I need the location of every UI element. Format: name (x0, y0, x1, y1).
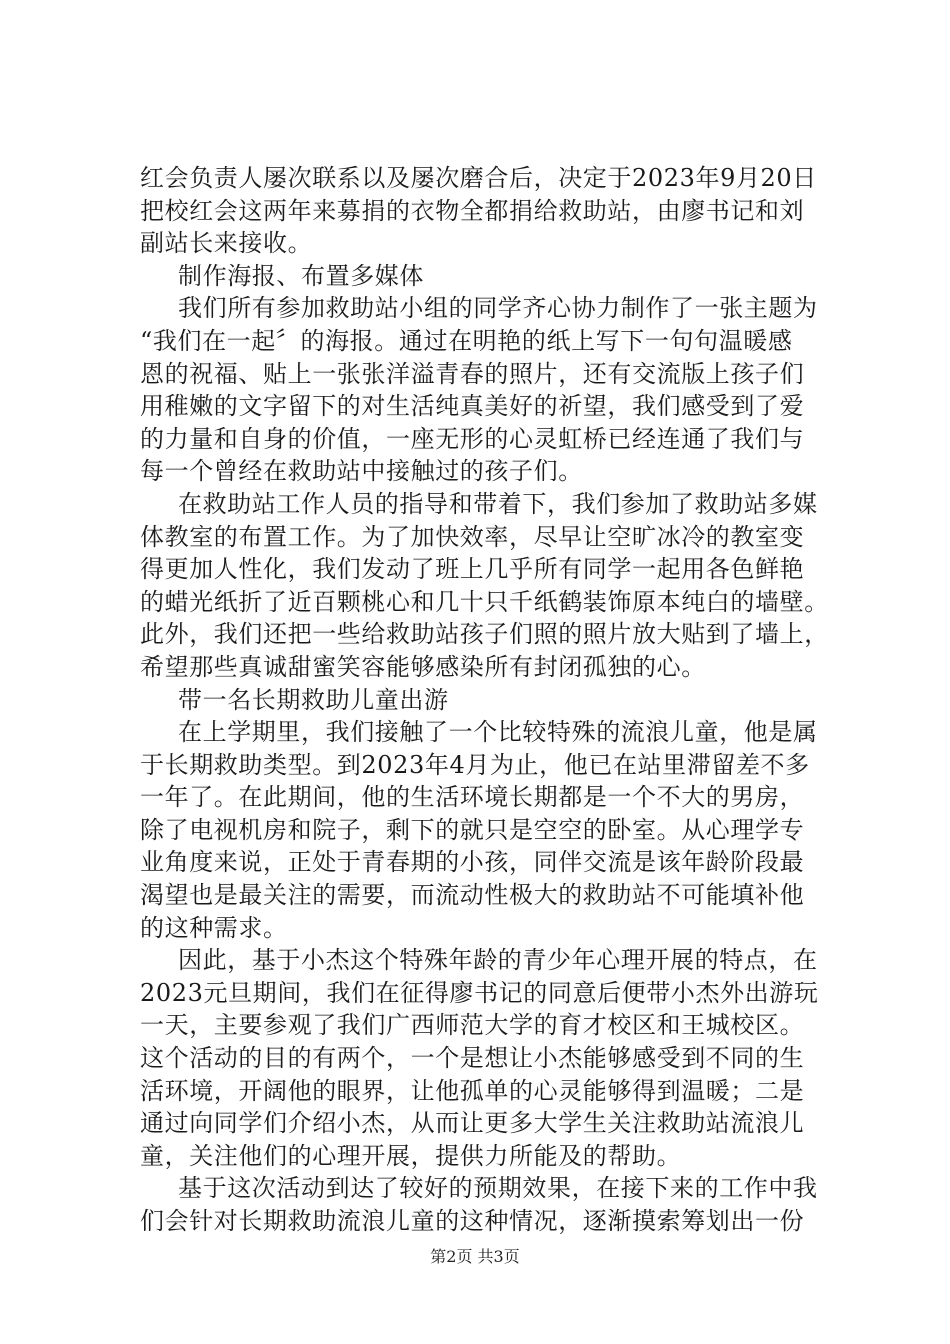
page-footer: 第2页 共3页 (430, 1247, 520, 1266)
text-line: 们会针对长期救助流浪儿童的这种情况，逐渐摸索筹划出一份 (140, 1207, 805, 1235)
text-line: 红会负责人屡次联系以及屡次磨合后，决定于2023年9月20日 (140, 164, 817, 192)
text-line: 2023元旦期间，我们在征得廖书记的同意后便带小杰外出游玩 (140, 978, 819, 1007)
text-line: 童，关注他们的心理开展，提供力所能及的帮助。 (140, 1141, 682, 1170)
text-line: 此外，我们还把一些给救助站孩子们照的照片放大贴到了墙上， (140, 620, 829, 649)
text-line: 在救助站工作人员的指导和带着下，我们参加了救助站多媒 (178, 489, 818, 518)
text-line: 因此，基于小杰这个特殊年龄的青少年心理开展的特点，在 (178, 946, 818, 975)
text-line: 得更加人性化，我们发动了班上几乎所有同学一起用各色鲜艳 (140, 555, 805, 584)
section-heading: 带一名长期救助儿童出游 (178, 685, 449, 714)
text-line: 活环境，开阔他的眼界，让他孤单的心灵能够得到温暖；二是 (140, 1076, 805, 1105)
text-line: 的力量和自身的价值，一座无形的心灵虹桥已经连通了我们与 (140, 424, 805, 453)
body-text (140, 162, 840, 1238)
text-line: 于长期救助类型。到2023年4月为止，他已在站里滞留差不多 (140, 750, 810, 779)
text-line: 希望那些真诚甜蜜笑容能够感染所有封闭孤独的心。 (140, 652, 706, 681)
text-line: 在上学期里，我们接触了一个比较特殊的流浪儿童，他是属 (178, 718, 818, 747)
text-line: 一年了。在此期间，他的生活环境长期都是一个不大的男房， (140, 783, 805, 812)
text-line: 用稚嫩的文字留下的对生活纯真美好的祈望，我们感受到了爱 (140, 392, 805, 421)
section-heading: 制作海报、布置多媒体 (178, 261, 424, 290)
text-line: 通过向同学们介绍小杰，从而让更多大学生关注救助站流浪儿 (140, 1109, 805, 1138)
text-line: 恩的祝福、贴上一张张洋溢青春的照片，还有交流版上孩子们 (140, 359, 805, 388)
text-line: 除了电视机房和院子，剩下的就只是空空的卧室。从心理学专 (140, 815, 805, 844)
text-line: 一天，主要参观了我们广西师范大学的育才校区和王城校区。 (140, 1011, 805, 1040)
text-line: 业角度来说，正处于青春期的小孩，同伴交流是该年龄阶段最 (140, 848, 805, 877)
text-line: “我们在一起〞的海报。通过在明艳的纸上写下一句句温暖感 (140, 326, 793, 355)
text-line: 体教室的布置工作。为了加快效率，尽早让空旷冰冷的教室变 (140, 522, 805, 551)
text-line: 每一个曾经在救助站中接触过的孩子们。 (140, 457, 583, 486)
text-line: 的这种需求。 (140, 913, 288, 942)
text-line: 基于这次活动到达了较好的预期效果，在接下来的工作中我 (178, 1174, 818, 1203)
text-line: 这个活动的目的有两个，一个是想让小杰能够感受到不同的生 (140, 1044, 805, 1073)
text-line: 的蜡光纸折了近百颗桃心和几十只千纸鹤装饰原本纯白的墙壁。 (140, 587, 829, 616)
text-line: 把校红会这两年来募捐的衣物全都捐给救助站，由廖书记和刘 (140, 196, 805, 225)
text-line: 渴望也是最关注的需要，而流动性极大的救助站不可能填补他 (140, 881, 805, 910)
text-line: 副站长来接收。 (140, 229, 313, 258)
text-line: 我们所有参加救助站小组的同学齐心协力制作了一张主题为 (178, 294, 818, 323)
